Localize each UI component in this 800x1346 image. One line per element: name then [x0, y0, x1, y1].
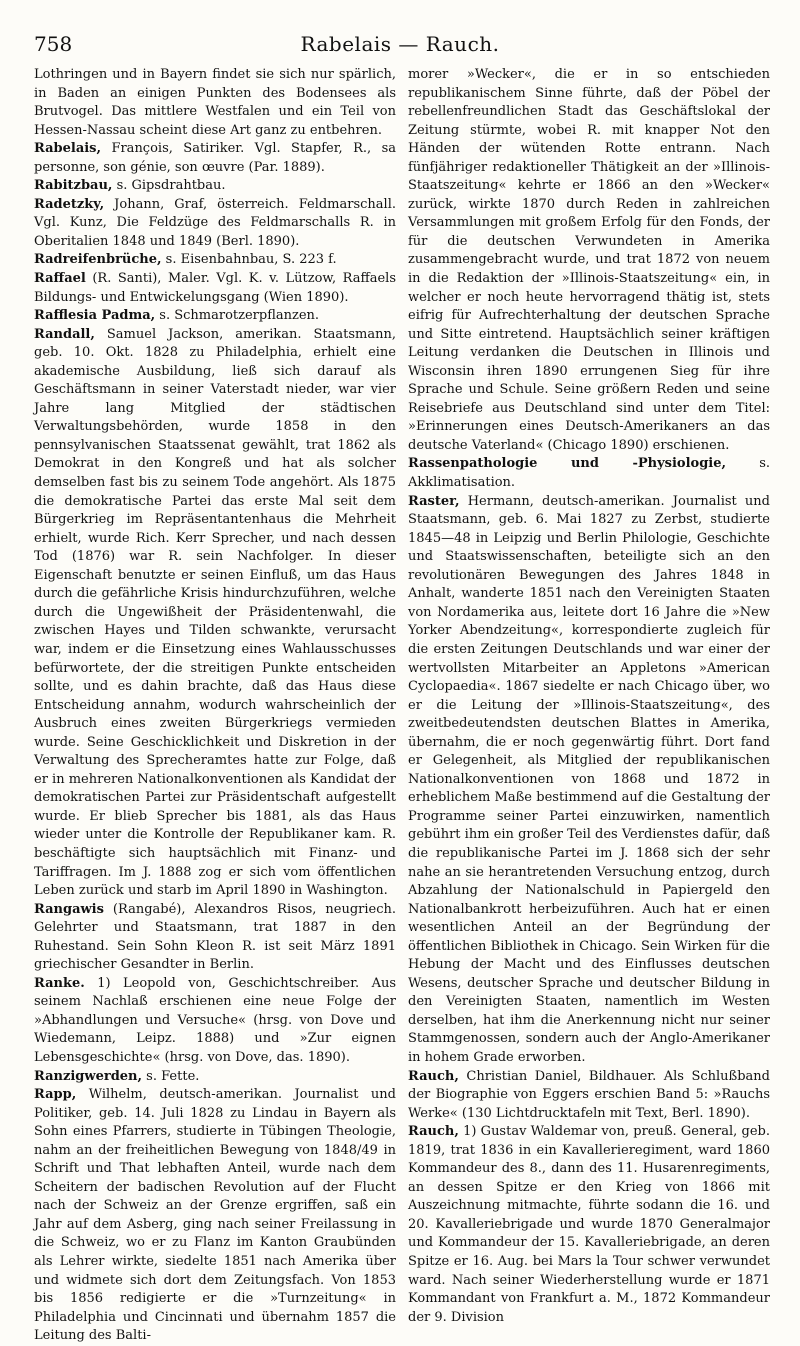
right-column [408, 66, 770, 1325]
entry-text: 1) Leopold von, Geschichtschreiber. Aus seinem Nachlaß erschienen eine neue Folge der »Abhandlungen und Versuche« (hrsg. von Dove und Wiedemann, Leipz. 1888) und »Zur eignen Lebensgeschichte« (hrsg. von Dove, das. 1890). [34, 975, 396, 1065]
entry-raster [408, 493, 770, 1068]
headword: Ranzigwerden, [34, 1068, 143, 1084]
entry-text: Wilhelm, deutsch-amerikan. Journalist und Politiker, geb. 14. Juli 1828 zu Lindau in Bayern als Sohn eines Pfarrers, studierte in Tübingen Theologie, nahm an der freiheitlichen Bewegung von 1848/49 in Schrift und That lebhaften Anteil, wurde nach dem Scheitern der badischen Revolution auf der Flucht nach der Schweiz an der Grenze ergriffen, saß ein Jahr auf dem Asberg, ging nach seiner Freilassung in die Schweiz, wo er zu Flanz im Kanton Graubünden als Lehrer wirkte, siedelte 1851 nach Amerika über und widmete sich dort dem Zeitungsfach. Von 1853 bis 1856 redigierte er die »Turnzeitung« in Philadelphia und Cincinnati und übernahm 1857 die Leitung des Balti- [34, 1087, 396, 1344]
entry-rassenpathologie [408, 455, 770, 492]
entry-rapp-cont [408, 66, 770, 455]
entry-radetzky [34, 196, 396, 252]
headword: Rauch, [408, 1124, 459, 1140]
entry-rangawis [34, 901, 396, 975]
headword: Radreifenbrüche, [34, 252, 162, 268]
headword: Rafflesia Padma, [34, 308, 156, 324]
headword: Rangawis [34, 901, 104, 917]
left-column [34, 66, 396, 1344]
headword: Radetzky, [34, 196, 105, 212]
entry-text: Samuel Jackson, amerikan. Staatsmann, geb. 10. Okt. 1828 zu Philadelphia, erhielt eine akademische Ausbildung, ließ sich darauf als Geschäftsmann in seiner Vaterstadt nieder, war vier Jahre lang Mitglied der städtischen Verwaltungsbehörden, wurde 1858 in den pennsylvanischen Staatssenat gewählt, trat 1862 als Demokrat in den Kongreß und hat als solcher demselben fast bis zu seinem Tode angehört. Als 1875 die demokratische Partei das erste Mal seit dem Bürgerkrieg im Repräsentantenhaus die Mehrheit erhielt, wurde Rich. Kerr Sprecher, und nach dessen Tod (1876) war R. sein Nachfolger. In dieser Eigenschaft benutzte er seinen Einfluß, um das Haus durch die gefährliche Krisis hindurchzuführen, welche durch die Ungewißheit der Präsidentenwahl, die zwischen Hayes und Tilden schwankte, verursacht war, indem er die Einsetzung eines Wahlausschusses befürwortete, der die streitigen Punkte entscheiden sollte, und es dahin brachte, daß das Haus diese Entscheidung annahm, wodurch wahrscheinlich der Ausbruch eines zweiten Bürgerkriegs vermieden wurde. Seine Geschicklichkeit und Diskretion in der Verwaltung des Sprecheramtes hatte zur Folge, daß er in mehreren Nationalkonventionen als Kandidat der demokratischen Partei zur Präsidentschaft aufgestellt wurde. Er blieb Sprecher bis 1881, als das Haus wieder unter die Kontrolle der Republikaner kam. R. beschäftigte sich hauptsächlich mit Finanz- und Tariffragen. Im J. 1888 zog er sich vom öffentlichen Leben zurück und starb im April 1890 in Washington. [34, 326, 396, 899]
entry-rauch-gustav [408, 1123, 770, 1327]
entry-text: s. Gipsdrahtbau. [112, 178, 226, 194]
entry-text: Christian Daniel, Bildhauer. Als Schlußband der Biographie von Eggers erschien Band 5: »Rauchs Werke« (130 Lichtdrucktafeln mit Text, Berl. 1890). [408, 1068, 770, 1121]
entry-text: Johann, Graf, österreich. Feldmarschall. Vgl. Kunz, Die Feldzüge des Feldmarschalls R. in Oberitalien 1848 und 1849 (Berl. 1890). [34, 196, 396, 249]
headword: Raster, [408, 493, 460, 509]
entry-continuation [34, 66, 396, 140]
entry-ranzigwerden [34, 1068, 396, 1087]
entry-randall [34, 326, 396, 901]
entry-rabelais [34, 140, 396, 177]
entry-raffael [34, 270, 396, 307]
entry-text: 1) Gustav Waldemar von, preuß. General, geb. 1819, trat 1836 in ein Kavallerieregiment, ward 1860 Kommandeur des 8., dann des 11. Husarenregiments, an dessen Spitze er den Krieg von 1866 mit Auszeichnung mitmachte, führte sodann die 16. und 20. Kavalleriebrigade und wurde 1870 Generalmajor und Kommandeur der 15. Kavalleriebrigade, an deren Spitze er 16. Aug. bei Mars la Tour schwer verwundet ward. Nach seiner Wiederherstellung wurde er 1871 Kommandant von Frankfurt a. M., 1872 Kommandeur der 9. Division [408, 1124, 770, 1325]
entry-text: (R. Santi), Maler. Vgl. K. v. Lützow, Raffaels Bildungs- und Entwickelungsgang (Wien 1890). [34, 271, 396, 305]
entry-rauch [408, 1068, 770, 1124]
entry-text: morer »Wecker«, die er in so entschieden republikanischem Sinne führte, daß der Pöbel der rebellenfreundlichen Stadt das Geschäftslokal der Zeitung stürmte, wobei R. mit knapper Not den Händen der wütenden Rotte entrann. Nach fünfjähriger redaktioneller Thätigkeit an der »Illinois-Staatszeitung« kehrte er 1866 an den »Wecker« zurück, wirkte 1870 durch Reden in zahlreichen Versammlungen mit großem Erfolg für den Fonds, der für die deutschen Verwundeten in Amerika zusammengebracht wurde, und trat 1872 von neuem in die Redaktion der »Illinois-Staatszeitung« ein, in welcher er noch heute hervorragend thätig ist, stets eifrig für Aufrechterhaltung der deutschen Sprache und Sitte eintretend. Hauptsächlich seiner kräftigen Leitung verdanken die Deutschen in Illinois und Wisconsin ihren 1890 errungenen Sieg für ihre Sprache und Schule. Seine größern Reden und seine Reisebriefe aus Deutschland sind unter dem Titel: »Erinnerungen eines Deutsch-Amerikaners an das deutsche Vaterland« (Chicago 1890) erschienen. [408, 67, 770, 453]
headword: Rabitzbau, [34, 178, 113, 194]
entry-radreifenbrueche [34, 251, 396, 270]
text-columns [34, 66, 770, 1344]
headword: Randall, [34, 326, 95, 342]
entry-text: s. Eisenbahnbau, S. 223 f. [161, 252, 337, 268]
entry-text: s. Akklimatisation. [408, 456, 770, 491]
entry-rabitzbau [34, 177, 396, 196]
entry-rafflesia [34, 307, 396, 326]
headword: Rassenpathologie und -Physiologie, [408, 456, 727, 472]
headword: Raffael [34, 271, 86, 287]
running-head: Rabelais — Rauch. [300, 32, 500, 56]
entry-text: s. Fette. [142, 1068, 200, 1084]
page-header [34, 30, 766, 64]
page-number: 758 [34, 32, 73, 56]
entry-rapp [34, 1086, 396, 1346]
headword: Rapp, [34, 1087, 77, 1103]
entry-text: Hermann, deutsch-amerikan. Journalist und Staatsmann, geb. 6. Mai 1827 zu Zerbst, studierte 1845—48 in Leipzig und Berlin Philologie, Geschichte und Staatswissenschaften, beteiligte sich an den revolutionären Bewegungen des Jahres 1848 in Anhalt, wanderte 1851 nach den Vereinigten Staaten von Nordamerika aus, leitete dort 16 Jahre die »New Yorker Abendzeitung«, korrespondierte zugleich für die ersten Zeitungen Deutschlands und war einer der wertvollsten Mitarbeiter an Appletons »American Cyclopaedia«. 1867 siedelte er nach Chicago über, wo er die Leitung der »Illinois-Staatszeitung«, des zweitbedeutendsten deutschen Blattes in Amerika, übernahm, die er noch gegenwärtig führt. Dort fand er Gelegenheit, als Mitglied der republikanischen Nationalkonventionen von 1868 und 1872 in erheblichem Maße bestimmend auf die Gestaltung der Programme seiner Partei einzuwirken, namentlich gebührt ihm ein großer Teil des Verdienstes dafür, daß die republikanische Partei im J. 1868 sich der sehr nahe an sie herantretenden Versuchung entzog, durch Abzahlung der Nationalschuld in Papiergeld den Nationalbankrott herbeizuführen. Auch hat er einen wesentlichen Anteil an der Begründung der öffentlichen Bibliothek in Chicago. Sein Wirken für die Hebung der Macht und des Einflusses deutschen Wesens, deutscher Sprache und deutscher Bildung in den Vereinigten Staaten, namentlich im Westen derselben, hat ihm die Anerkennung nicht nur seiner Stammgenossen, sondern auch der Anglo-Amerikaner in hohem Grade erworben. [408, 493, 770, 1065]
headword: Ranke. [34, 975, 85, 991]
entry-text: (Rangabé), Alexandros Risos, neugriech. Gelehrter und Staatsmann, trat 1887 in den Ruhestand. Sein Sohn Kleon R. ist seit März 1891 griechischer Gesandter in Berlin. [34, 901, 396, 973]
entry-text: Lothringen und in Bayern findet sie sich nur spärlich, in Baden an einigen Punkten des Bodensees als Brutvogel. Das mittlere Westfalen und ein Teil von Hessen-Nassau scheint diese Art ganz zu entbehren. [34, 67, 396, 138]
headword: Rauch, [408, 1068, 459, 1084]
entry-ranke [34, 975, 396, 1068]
headword: Rabelais, [34, 141, 102, 157]
entry-text: François, Satiriker. Vgl. Stapfer, R., sa personne, son génie, son œuvre (Par. 1889). [34, 141, 396, 175]
entry-text: s. Schmarotzerpflanzen. [155, 308, 320, 324]
